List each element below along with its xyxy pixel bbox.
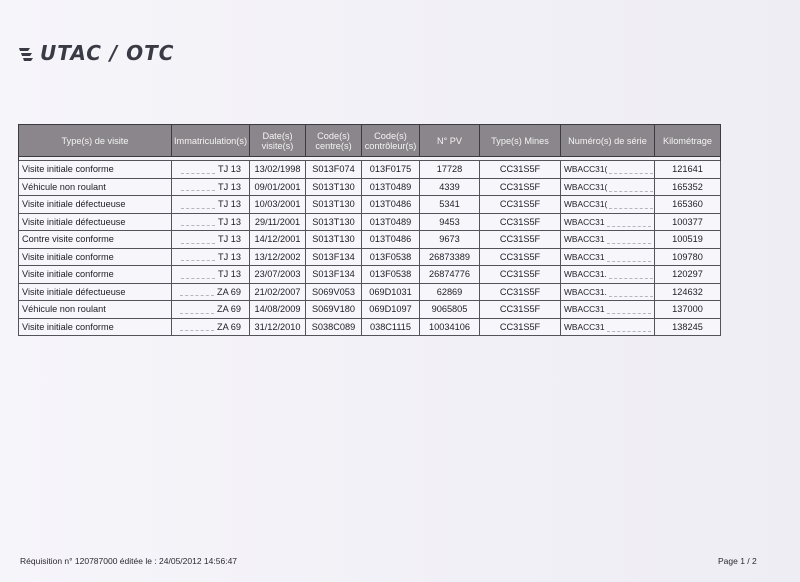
cell-visit-date: 09/01/2001 (250, 178, 306, 196)
cell-centre-code: S013T130 (306, 231, 362, 249)
cell-visit-type: Visite initiale défectueuse (19, 213, 172, 231)
redacted-mark (180, 288, 214, 296)
table-row (19, 248, 721, 266)
cell-visit-date: 13/12/2002 (250, 248, 306, 266)
cell-visit-date: 23/07/2003 (250, 266, 306, 284)
cell-inspector-code: 038C1115 (362, 318, 420, 336)
table-row (19, 318, 721, 336)
cell-serial-number: WBACC31( (561, 178, 655, 196)
cell-report-number: 4339 (420, 178, 480, 196)
redacted-mark (181, 183, 215, 191)
redacted-mark (609, 289, 653, 297)
cell-centre-code: S013F074 (306, 161, 362, 179)
redacted-mark (609, 271, 653, 279)
redacted-mark (609, 201, 653, 209)
inspection-history-table (18, 124, 721, 336)
cell-mines-type: CC31S5F (480, 213, 561, 231)
header-inspector-code: Code(s) contrôleur(s) (362, 125, 420, 157)
table-row (19, 196, 721, 214)
cell-mines-type: CC31S5F (480, 318, 561, 336)
cell-inspector-code: 013T0486 (362, 196, 420, 214)
redacted-mark (181, 253, 215, 261)
cell-mileage: 137000 (655, 301, 721, 319)
cell-visit-type: Visite initiale conforme (19, 161, 172, 179)
table-header-row (19, 125, 721, 157)
redacted-mark (607, 324, 651, 332)
cell-registration: ZA 69 (172, 283, 250, 301)
table-row (19, 213, 721, 231)
cell-mileage: 100519 (655, 231, 721, 249)
cell-inspector-code: 013T0486 (362, 231, 420, 249)
cell-visit-type: Visite initiale défectueuse (19, 283, 172, 301)
cell-centre-code: S038C089 (306, 318, 362, 336)
redacted-mark (181, 201, 215, 209)
cell-report-number: 17728 (420, 161, 480, 179)
cell-inspector-code: 013F0175 (362, 161, 420, 179)
cell-serial-number: WBACC31 (561, 301, 655, 319)
cell-inspector-code: 013F0538 (362, 248, 420, 266)
redacted-mark (180, 323, 214, 331)
cell-report-number: 62869 (420, 283, 480, 301)
cell-inspector-code: 013T0489 (362, 213, 420, 231)
cell-mileage: 120297 (655, 266, 721, 284)
cell-mines-type: CC31S5F (480, 196, 561, 214)
cell-mines-type: CC31S5F (480, 178, 561, 196)
cell-report-number: 26873389 (420, 248, 480, 266)
header-mileage: Kilométrage (655, 125, 721, 157)
cell-inspector-code: 069D1097 (362, 301, 420, 319)
redacted-mark (181, 218, 215, 226)
cell-visit-type: Visite initiale conforme (19, 318, 172, 336)
cell-report-number: 9673 (420, 231, 480, 249)
cell-mines-type: CC31S5F (480, 231, 561, 249)
redacted-mark (180, 306, 214, 314)
cell-centre-code: S013F134 (306, 266, 362, 284)
cell-centre-code: S013T130 (306, 196, 362, 214)
cell-visit-date: 21/02/2007 (250, 283, 306, 301)
utac-wing-icon (18, 44, 38, 62)
cell-serial-number: WBACC31( (561, 161, 655, 179)
requisition-footer: Réquisition n° 120787000 éditée le : 24/05/2012 14:56:47 (20, 556, 238, 566)
cell-mines-type: CC31S5F (480, 266, 561, 284)
redacted-mark (607, 254, 651, 262)
redacted-mark (607, 236, 651, 244)
cell-report-number: 5341 (420, 196, 480, 214)
cell-mines-type: CC31S5F (480, 248, 561, 266)
cell-centre-code: S013F134 (306, 248, 362, 266)
cell-mines-type: CC31S5F (480, 283, 561, 301)
cell-visit-type: Contre visite conforme (19, 231, 172, 249)
cell-visit-date: 14/12/2001 (250, 231, 306, 249)
cell-centre-code: S069V053 (306, 283, 362, 301)
cell-serial-number: WBACC31. (561, 266, 655, 284)
cell-mileage: 109780 (655, 248, 721, 266)
cell-inspector-code: 013F0538 (362, 266, 420, 284)
page-number: Page 1 / 2 (718, 556, 757, 566)
cell-mines-type: CC31S5F (480, 161, 561, 179)
cell-visit-date: 14/08/2009 (250, 301, 306, 319)
cell-serial-number: WBACC31 (561, 231, 655, 249)
redacted-mark (181, 166, 215, 174)
utac-otc-logo (18, 40, 174, 66)
cell-serial-number: WBACC31( (561, 196, 655, 214)
header-serial-number: Numéro(s) de série (561, 125, 655, 157)
cell-registration: ZA 69 (172, 318, 250, 336)
redacted-mark (607, 306, 651, 314)
header-visit-date: Date(s) visite(s) (250, 125, 306, 157)
cell-mileage: 165360 (655, 196, 721, 214)
cell-centre-code: S013T130 (306, 178, 362, 196)
cell-visit-type: Véhicule non roulant (19, 178, 172, 196)
cell-serial-number: WBACC31 (561, 248, 655, 266)
cell-mines-type: CC31S5F (480, 301, 561, 319)
table-row (19, 178, 721, 196)
table-row (19, 283, 721, 301)
header-mines-type: Type(s) Mines (480, 125, 561, 157)
cell-serial-number: WBACC31. (561, 283, 655, 301)
cell-mileage: 121641 (655, 161, 721, 179)
table-row (19, 161, 721, 179)
cell-registration: TJ 13 (172, 266, 250, 284)
cell-registration: TJ 13 (172, 248, 250, 266)
redacted-mark (609, 184, 653, 192)
cell-mileage: 138245 (655, 318, 721, 336)
cell-visit-type: Visite initiale conforme (19, 266, 172, 284)
cell-visit-date: 31/12/2010 (250, 318, 306, 336)
header-centre-code: Code(s) centre(s) (306, 125, 362, 157)
header-report-number: N° PV (420, 125, 480, 157)
cell-registration: ZA 69 (172, 301, 250, 319)
header-visit-type: Type(s) de visite (19, 125, 172, 157)
cell-visit-date: 29/11/2001 (250, 213, 306, 231)
cell-inspector-code: 069D1031 (362, 283, 420, 301)
cell-visit-type: Visite initiale défectueuse (19, 196, 172, 214)
cell-mileage: 165352 (655, 178, 721, 196)
cell-mileage: 100377 (655, 213, 721, 231)
cell-registration: TJ 13 (172, 196, 250, 214)
redacted-mark (181, 271, 215, 279)
cell-centre-code: S013T130 (306, 213, 362, 231)
cell-visit-type: Véhicule non roulant (19, 301, 172, 319)
cell-registration: TJ 13 (172, 178, 250, 196)
logo-text: UTAC / OTC (40, 41, 175, 65)
cell-visit-type: Visite initiale conforme (19, 248, 172, 266)
cell-report-number: 26874776 (420, 266, 480, 284)
redacted-mark (607, 219, 651, 227)
cell-visit-date: 13/02/1998 (250, 161, 306, 179)
table-row (19, 266, 721, 284)
cell-visit-date: 10/03/2001 (250, 196, 306, 214)
header-registration: Immatriculation(s) (172, 125, 250, 157)
cell-serial-number: WBACC31 (561, 318, 655, 336)
cell-registration: TJ 13 (172, 231, 250, 249)
cell-inspector-code: 013T0489 (362, 178, 420, 196)
table-row (19, 231, 721, 249)
cell-centre-code: S069V180 (306, 301, 362, 319)
cell-report-number: 10034106 (420, 318, 480, 336)
cell-mileage: 124632 (655, 283, 721, 301)
table-row (19, 301, 721, 319)
cell-registration: TJ 13 (172, 161, 250, 179)
redacted-mark (181, 236, 215, 244)
cell-report-number: 9065805 (420, 301, 480, 319)
cell-registration: TJ 13 (172, 213, 250, 231)
cell-serial-number: WBACC31 (561, 213, 655, 231)
cell-report-number: 9453 (420, 213, 480, 231)
redacted-mark (609, 166, 653, 174)
